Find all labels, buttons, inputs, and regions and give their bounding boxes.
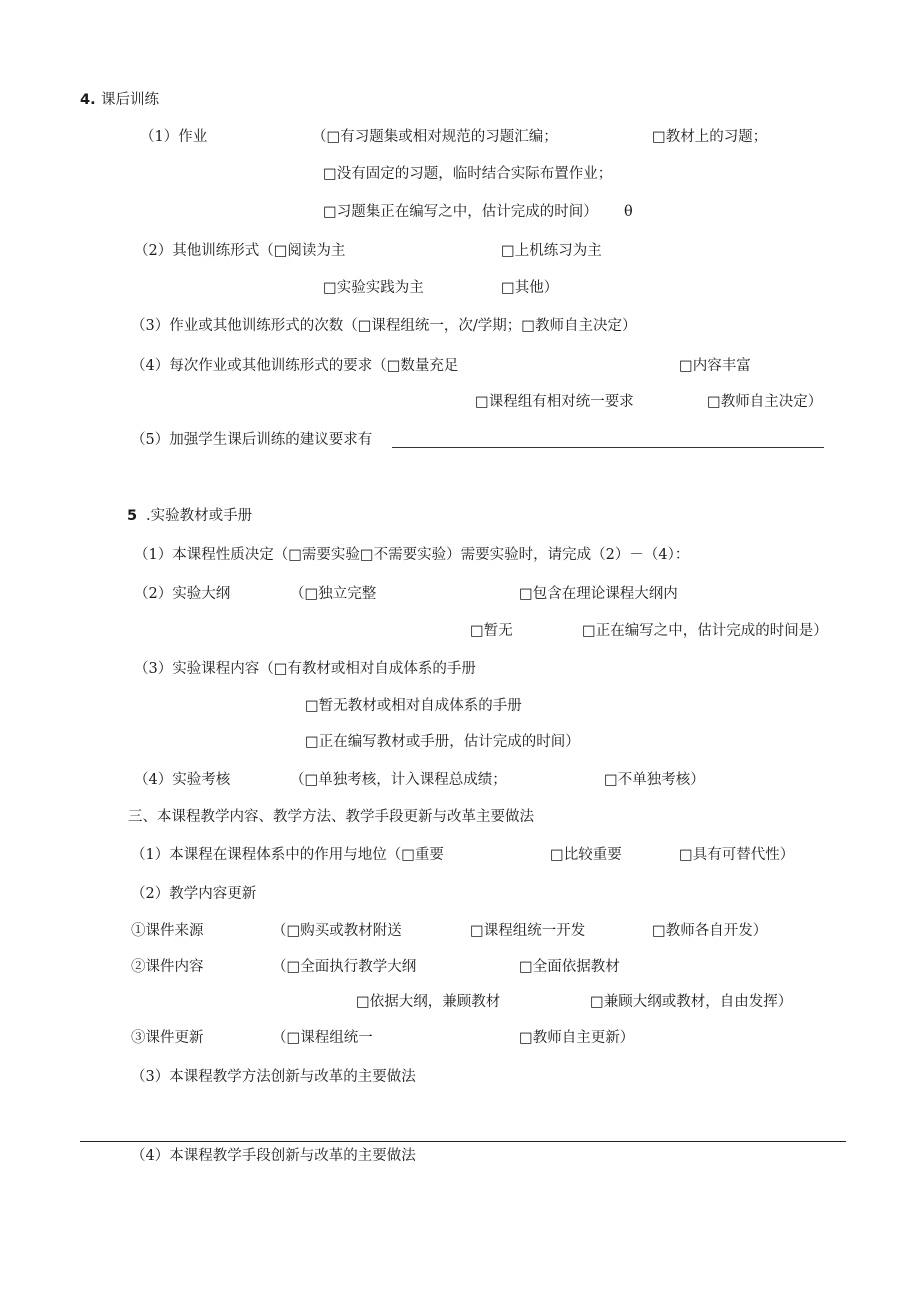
s5-q3-label: （3）实验课程内容（□有教材或相对自成体系的手册 [134, 661, 476, 677]
s3-c1-label: ①课件来源 [131, 923, 204, 939]
s5-q4-option-not-separate[interactable]: □不单独考核） [604, 772, 705, 788]
s3-q3-text: （3）本课程教学方法创新与改革的主要做法 [131, 1069, 416, 1085]
s3-q1-option-replaceable[interactable]: □具有可替代性） [679, 847, 795, 863]
s4-q4-option-teacher[interactable]: □教师自主决定） [707, 394, 823, 410]
s4-q1-option-textbook[interactable]: □教材上的习题； [652, 129, 768, 145]
s4-q5-text: （5）加强学生课后训练的建议要求有 [131, 432, 373, 448]
divider-line [80, 1141, 846, 1142]
s5-q2-option-none[interactable]: □暂无 [470, 623, 513, 639]
s5-q3-option-writing[interactable]: □正在编写教材或手册，估计完成的时间） [305, 734, 580, 750]
s3-c1-option-group[interactable]: □课程组统一开发 [470, 923, 586, 939]
s5-q2-option-writing[interactable]: □正在编写之中，估计完成的时间是） [582, 623, 828, 639]
section4-title: 课后训练 [101, 92, 159, 108]
s3-q4-text: （4）本课程教学手段创新与改革的主要做法 [131, 1148, 416, 1164]
s3-c3-option-group[interactable]: （□课程组统一 [272, 1030, 373, 1046]
s5-q2-label: （2）实验大纲 [134, 586, 231, 602]
s4-q4-label: （4）每次作业或其他训练形式的要求（□数量充足 [131, 358, 459, 374]
s4-q4-option-unified[interactable]: □课程组有相对统一要求 [475, 394, 634, 410]
section5-title: .实验教材或手册 [146, 508, 253, 524]
s4-q1-option-no-fixed[interactable]: □没有固定的习题，临时结合实际布置作业； [323, 166, 613, 182]
section5-number: 5 [127, 508, 138, 524]
s5-q1-text: （1）本课程性质决定（□需要实验□不需要实验）需要实验时，请完成（2）－（4）： [134, 547, 690, 563]
s3-q1-option-fairly-important[interactable]: □比较重要 [550, 847, 622, 863]
s3-c2-label: ②课件内容 [131, 959, 204, 975]
s5-q2-option-included[interactable]: □包含在理论课程大纲内 [519, 586, 678, 602]
s4-q4-option-rich-content[interactable]: □内容丰富 [679, 358, 751, 374]
s3-q1-label: （1）本课程在课程体系中的作用与地位（□重要 [131, 847, 444, 863]
s3-c2-option-syllabus-textbook[interactable]: □依据大纲，兼顾教材 [356, 994, 501, 1010]
s5-q4-label: （4）实验考核 [134, 772, 231, 788]
s3-c1-option-teacher[interactable]: □教师各自开发） [652, 923, 768, 939]
s4-q1-trailing-mark: θ [624, 204, 633, 220]
s4-q3-text: （3）作业或其他训练形式的次数（□课程组统一，次/学期；□教师自主决定） [131, 318, 637, 334]
s4-q1-option-exercise-set[interactable]: （□有习题集或相对规范的习题汇编； [312, 129, 558, 145]
s3-c2-option-full-syllabus[interactable]: （□全面执行教学大纲 [272, 959, 417, 975]
s5-q4-option-separate[interactable]: （□单独考核，计入课程总成绩； [290, 772, 507, 788]
section3-title: 三、本课程教学内容、教学方法、教学手段更新与改革主要做法 [128, 809, 534, 825]
section4-number: 4. [80, 92, 96, 108]
s4-q2-label: （2）其他训练形式（□阅读为主 [134, 243, 346, 259]
s4-q1-option-writing[interactable]: □习题集正在编写之中，估计完成的时间） [323, 204, 598, 220]
s5-q3-option-no-textbook[interactable]: □暂无教材或相对自成体系的手册 [305, 698, 522, 714]
s4-q2-option-other[interactable]: □其他） [501, 280, 559, 296]
s3-c2-option-full-textbook[interactable]: □全面依据教材 [519, 959, 620, 975]
s4-q5-answer-line[interactable] [392, 447, 824, 448]
s3-c3-label: ③课件更新 [131, 1030, 204, 1046]
s5-q2-option-independent[interactable]: （□独立完整 [290, 586, 377, 602]
s4-q2-option-computer[interactable]: □上机练习为主 [501, 243, 602, 259]
s3-c2-option-free[interactable]: □兼顾大纲或教材，自由发挥） [590, 994, 793, 1010]
s4-q1-label: （1）作业 [140, 129, 208, 145]
s4-q2-option-lab[interactable]: □实验实践为主 [323, 280, 424, 296]
s3-c3-option-teacher[interactable]: □教师自主更新） [519, 1030, 635, 1046]
s3-q2-text: （2）教学内容更新 [131, 886, 257, 902]
s3-c1-option-purchase[interactable]: （□购买或教材附送 [272, 923, 402, 939]
